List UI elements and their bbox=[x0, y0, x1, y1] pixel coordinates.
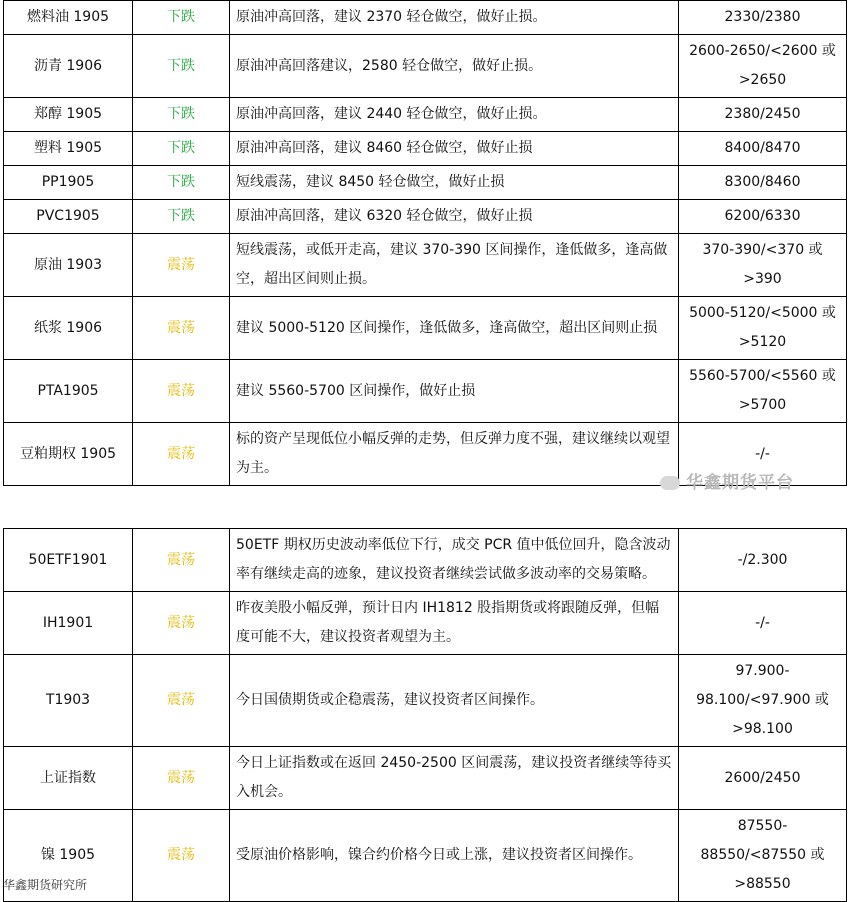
table-row bbox=[4, 529, 847, 592]
table-row bbox=[4, 132, 847, 166]
contract-name: 镍 1905 bbox=[4, 810, 133, 902]
strategy-advice: 今日上证指数或在返回 2450-2500 区间震荡，建议投资者继续等待买入机会。 bbox=[230, 747, 679, 810]
strategy-advice: 原油冲高回落，建议 8460 轻仓做空，做好止损 bbox=[230, 132, 679, 166]
trend-label: 下跌 bbox=[133, 35, 230, 98]
strategy-advice: 今日国债期货或企稳震荡，建议投资者区间操作。 bbox=[230, 655, 679, 747]
contract-name: 塑料 1905 bbox=[4, 132, 133, 166]
contract-name: 沥青 1906 bbox=[4, 35, 133, 98]
trend-label: 下跌 bbox=[133, 200, 230, 234]
footer-text: 华鑫期货研究所 bbox=[3, 878, 88, 892]
target-range: 2330/2380 bbox=[679, 1, 847, 35]
contract-name: 50ETF1901 bbox=[4, 529, 133, 592]
contract-name: 纸浆 1906 bbox=[4, 297, 133, 360]
table-row bbox=[4, 1, 847, 35]
table-row bbox=[4, 166, 847, 200]
table-row bbox=[4, 35, 847, 98]
strategy-advice: 50ETF 期权历史波动率低位下行，成交 PCR 值中低位回升，隐含波动率有继续走高的迹象，建议投资者继续尝试做多波动率的交易策略。 bbox=[230, 529, 679, 592]
target-range: 5000-5120/<5000 或>5120 bbox=[679, 297, 847, 360]
strategy-advice: 原油冲高回落，建议 6320 轻仓做空，做好止损 bbox=[230, 200, 679, 234]
strategy-advice: 短线震荡，建议 8450 轻仓做空，做好止损 bbox=[230, 166, 679, 200]
target-range: 97.900-98.100/<97.900 或>98.100 bbox=[679, 655, 847, 747]
contract-name: IH1901 bbox=[4, 592, 133, 655]
trend-label: 震荡 bbox=[133, 810, 230, 902]
strategy-advice: 原油冲高回落，建议 2370 轻仓做空，做好止损。 bbox=[230, 1, 679, 35]
trend-label: 下跌 bbox=[133, 166, 230, 200]
table-body bbox=[4, 529, 847, 902]
trend-label: 下跌 bbox=[133, 132, 230, 166]
contract-name: 原油 1903 bbox=[4, 234, 133, 297]
trend-label: 震荡 bbox=[133, 592, 230, 655]
target-range: 5560-5700/<5560 或>5700 bbox=[679, 360, 847, 423]
contract-name: PTA1905 bbox=[4, 360, 133, 423]
contract-name: 郑醇 1905 bbox=[4, 98, 133, 132]
table-row bbox=[4, 297, 847, 360]
contract-name: PVC1905 bbox=[4, 200, 133, 234]
strategy-advice: 短线震荡，或低开走高，建议 370-390 区间操作，逢低做多，逢高做空，超出区间则止损。 bbox=[230, 234, 679, 297]
target-range: -/2.300 bbox=[679, 529, 847, 592]
strategy-table-commodities bbox=[3, 0, 847, 486]
trend-label: 震荡 bbox=[133, 529, 230, 592]
table-row bbox=[4, 200, 847, 234]
trend-label: 震荡 bbox=[133, 297, 230, 360]
table-row bbox=[4, 360, 847, 423]
trend-label: 下跌 bbox=[133, 98, 230, 132]
target-range: 8400/8470 bbox=[679, 132, 847, 166]
trend-label: 震荡 bbox=[133, 423, 230, 486]
target-range: -/- bbox=[679, 423, 847, 486]
target-range: 2380/2450 bbox=[679, 98, 847, 132]
target-range: 87550-88550/<87550 或>88550 bbox=[679, 810, 847, 902]
table-row bbox=[4, 98, 847, 132]
target-range: 8300/8460 bbox=[679, 166, 847, 200]
table-row bbox=[4, 655, 847, 747]
strategy-advice: 昨夜美股小幅反弹，预计日内 IH1812 股指期货或将跟随反弹，但幅度可能不大，建议投资者观望为主。 bbox=[230, 592, 679, 655]
table-row bbox=[4, 592, 847, 655]
wechat-icon bbox=[660, 476, 680, 490]
contract-name: PP1905 bbox=[4, 166, 133, 200]
trend-label: 震荡 bbox=[133, 234, 230, 297]
table-row bbox=[4, 810, 847, 902]
table-row bbox=[4, 234, 847, 297]
trend-label: 震荡 bbox=[133, 360, 230, 423]
target-range: 2600-2650/<2600 或>2650 bbox=[679, 35, 847, 98]
target-range: 2600/2450 bbox=[679, 747, 847, 810]
strategy-advice: 标的资产呈现低位小幅反弹的走势，但反弹力度不强，建议继续以观望为主。 bbox=[230, 423, 679, 486]
trend-label: 震荡 bbox=[133, 655, 230, 747]
watermark bbox=[660, 468, 794, 493]
target-range: -/- bbox=[679, 592, 847, 655]
contract-name: T1903 bbox=[4, 655, 133, 747]
strategy-advice: 建议 5000-5120 区间操作，逢低做多，逢高做空，超出区间则止损 bbox=[230, 297, 679, 360]
strategy-advice: 建议 5560-5700 区间操作，做好止损 bbox=[230, 360, 679, 423]
trend-label: 震荡 bbox=[133, 747, 230, 810]
strategy-advice: 受原油价格影响，镍合约价格今日或上涨，建议投资者区间操作。 bbox=[230, 810, 679, 902]
strategy-table-financials bbox=[3, 528, 847, 902]
table-row bbox=[4, 747, 847, 810]
strategy-advice: 原油冲高回落，建议 2440 轻仓做空，做好止损。 bbox=[230, 98, 679, 132]
target-range: 6200/6330 bbox=[679, 200, 847, 234]
contract-name: 燃料油 1905 bbox=[4, 1, 133, 35]
trend-label: 下跌 bbox=[133, 1, 230, 35]
contract-name: 上证指数 bbox=[4, 747, 133, 810]
contract-name: 豆粕期权 1905 bbox=[4, 423, 133, 486]
table-body bbox=[4, 1, 847, 486]
strategy-advice: 原油冲高回落建议，2580 轻仓做空，做好止损。 bbox=[230, 35, 679, 98]
watermark-text: 华鑫期货平台 bbox=[686, 473, 794, 493]
target-range: 370-390/<370 或>390 bbox=[679, 234, 847, 297]
